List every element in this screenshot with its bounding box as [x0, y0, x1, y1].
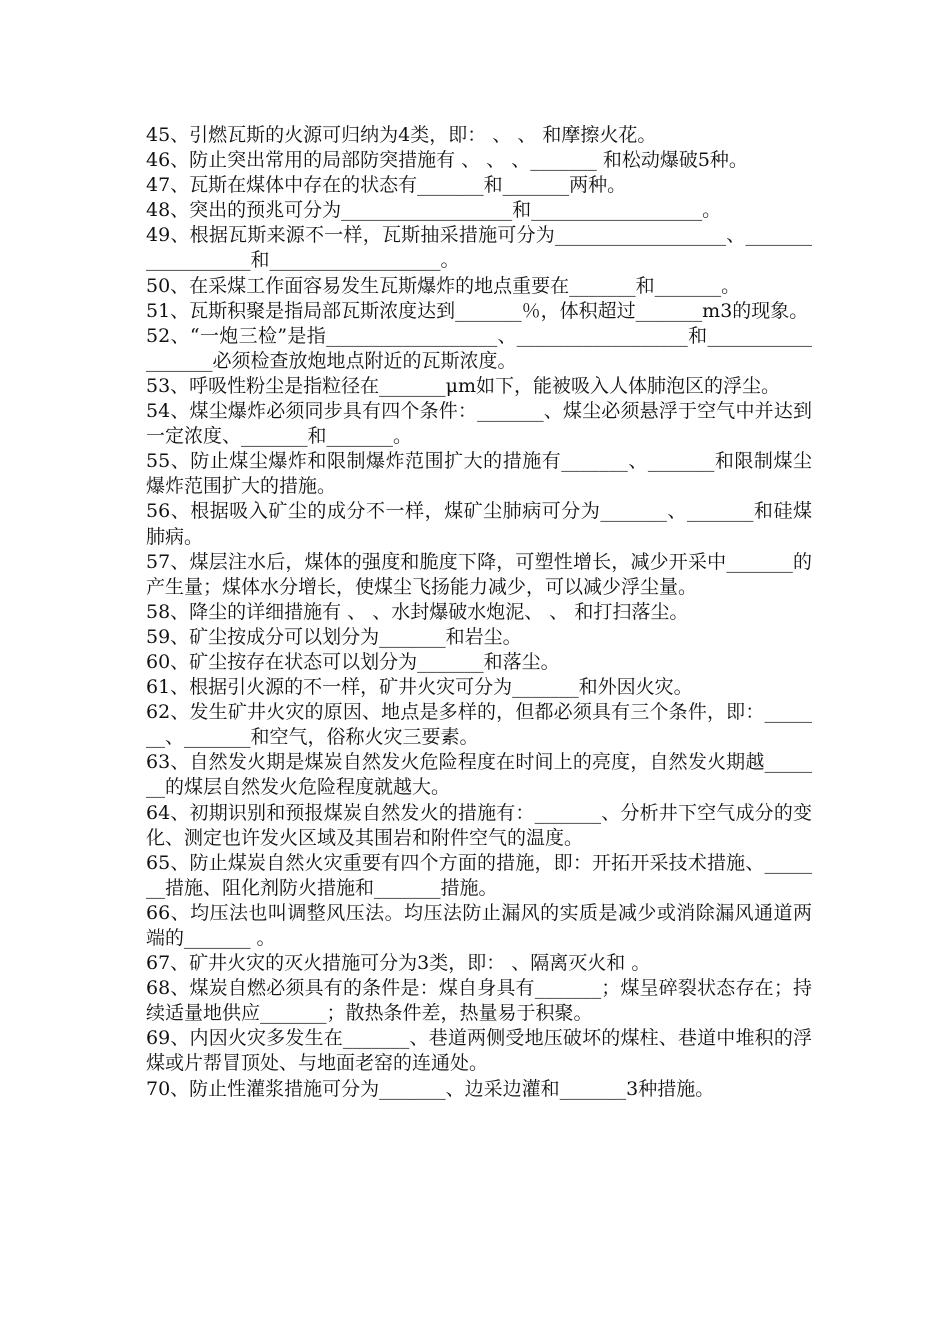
question-55: 55、防止煤尘爆炸和限制爆炸范围扩大的措施有_______、_______和限制煤尘爆炸范围扩大的措施。 [146, 450, 812, 498]
question-51: 51、瓦斯积聚是指局部瓦斯浓度达到_______％，体积超过_______m3的现象。 [146, 299, 809, 322]
question-58: 58、降尘的详细措施有 、 、水封爆破水炮泥、 、 和打扫落尘。 [146, 600, 689, 623]
question-50: 50、在采煤工作面容易发生瓦斯爆炸的地点重要在_______和_______。 [146, 274, 741, 297]
question-46: 46、防止突出常用的局部防突措施有 、 、 、_______ 和松动爆破5种。 [146, 149, 748, 172]
question-56: 56、根据吸入矿尘的成分不一样，煤矿尘肺病可分为_______、_______和硅煤肺病。 [146, 500, 812, 548]
question-49: 49、根据瓦斯来源不一样，瓦斯抽采措施可分为__________________、__________________和__________________。 [146, 224, 812, 272]
question-64: 64、初期识别和预报煤炭自然发火的措施有：_______、分析井下空气成分的变化、测定也许发火区域及其围岩和附件空气的温度。 [146, 801, 812, 849]
document-body [146, 123, 812, 1102]
question-67: 67、矿井火灾的灭火措施可分为3类，即： 、隔离灭火和 。 [146, 952, 651, 975]
question-52: 52、“一炮三检”是指__________________、__________________和__________________必须检查放炮地点附近的瓦斯浓度。 [146, 324, 812, 372]
question-66: 66、均压法也叫调整风压法。均压法防止漏风的实质是减少或消除漏风通道两端的_______ 。 [146, 901, 812, 949]
question-47: 47、瓦斯在煤体中存在的状态有_______和_______两种。 [146, 174, 627, 197]
question-48: 48、突出的预兆可分为__________________和__________________。 [146, 199, 722, 222]
question-63: 63、自然发火期是煤炭自然发火危险程度在时间上的亮度，自然发火期越_______的煤层自然发火危险程度就越大。 [146, 751, 812, 799]
question-59: 59、矿尘按成分可以划分为_______和岩尘。 [146, 625, 522, 648]
question-45: 45、引燃瓦斯的火源可归纳为4类，即： 、 、 和摩擦火花。 [146, 124, 657, 146]
question-70: 70、防止性灌浆措施可分为_______、边采边灌和_______3种措施。 [146, 1077, 715, 1100]
question-69: 69、内因火灾多发生在_______、巷道两侧受地压破坏的煤柱、巷道中堆积的浮煤或片帮冒顶处、与地面老窑的连通处。 [146, 1027, 812, 1075]
question-60: 60、矿尘按存在状态可以划分为_______和落尘。 [146, 650, 560, 673]
question-57: 57、煤层注水后，煤体的强度和脆度下降，可塑性增长，减少开采中_______的产生量；煤体水分增长，使煤尘飞扬能力减少，可以减少浮尘量。 [146, 550, 812, 598]
question-54: 54、煤尘爆炸必须同步具有四个条件：_______、煤尘必须悬浮于空气中并达到一定浓度、_______和_______。 [146, 400, 812, 448]
question-61: 61、根据引火源的不一样，矿井火灾可分为_______和外因火灾。 [146, 676, 693, 699]
question-53: 53、呼吸性粉尘是指粒径在_______μm如下，能被吸入人体肺泡区的浮尘。 [146, 374, 781, 397]
question-68: 68、煤炭自燃必须具有的条件是：煤自身具有_______；煤呈碎裂状态存在；持续适量地供应_______；散热条件差，热量易于积聚。 [146, 977, 812, 1025]
question-62: 62、发生矿井火灾的原因、地点是多样的，但都必须具有三个条件，即：_______、_______和空气，俗称火灾三要素。 [146, 701, 812, 749]
question-65: 65、防止煤炭自然火灾重要有四个方面的措施，即：开拓开采技术措施、_______措施、阻化剂防火措施和_______措施。 [146, 851, 812, 899]
